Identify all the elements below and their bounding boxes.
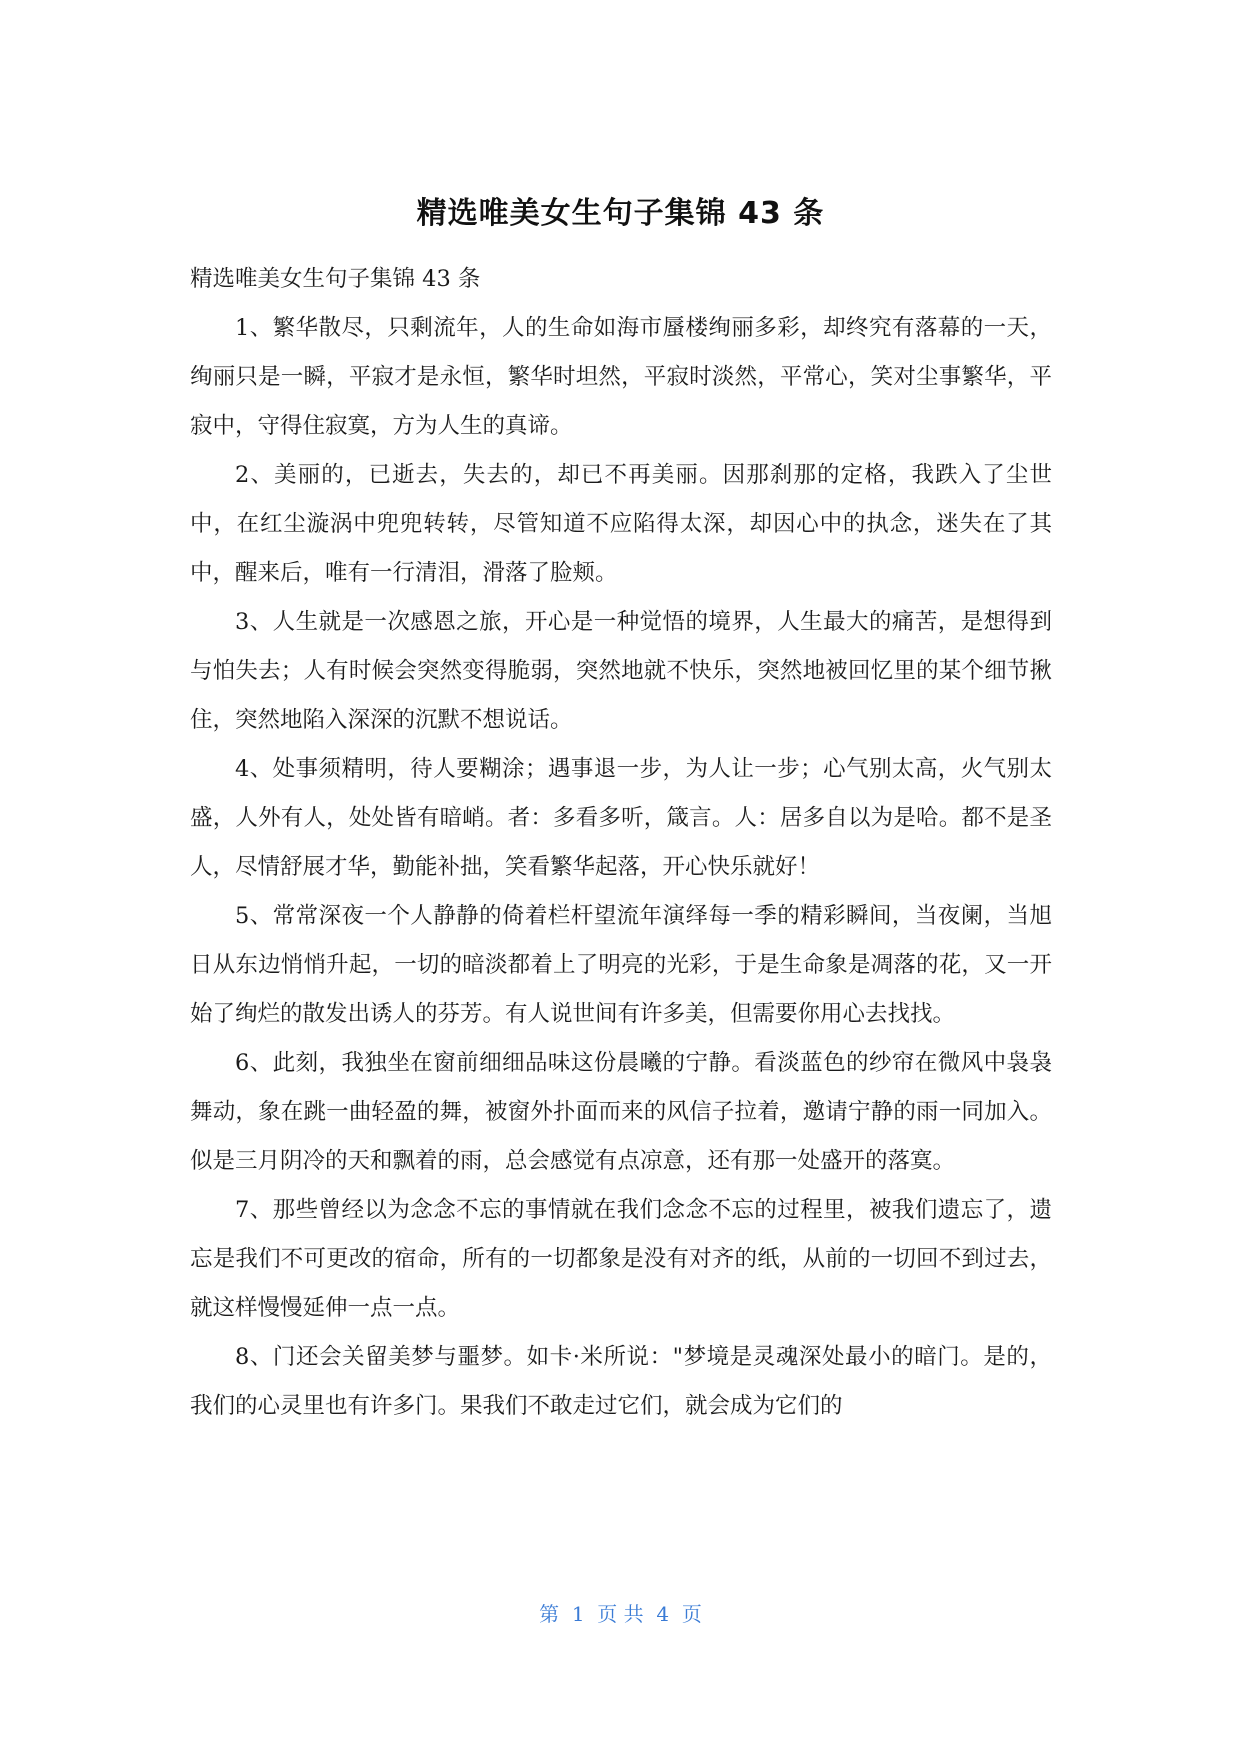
paragraph-2: 2、美丽的，已逝去，失去的，却已不再美丽。因那刹那的定格，我跌入了尘世中，在红尘漩涡中兜兜转转，尽管知道不应陷得太深，却因心中的执念，迷失在了其中，醒来后，唯有一行清泪，滑落了脸颊。 bbox=[190, 462, 1052, 586]
paragraph-4: 4、处事须精明，待人要糊涂；遇事退一步，为人让一步；心气别太高，火气别太盛，人外有人，处处皆有暗峭。者：多看多听，箴言。人：居多自以为是哈。都不是圣人，尽情舒展才华，勤能补拙，笑看繁华起落，开心快乐就好！ bbox=[190, 756, 1052, 880]
paragraph-6: 6、此刻，我独坐在窗前细细品味这份晨曦的宁静。看淡蓝色的纱帘在微风中袅袅舞动，象在跳一曲轻盈的舞，被窗外扑面而来的风信子拉着，邀请宁静的雨一同加入。似是三月阴冷的天和飘着的雨，总会感觉有点凉意，还有那一处盛开的落寞。 bbox=[190, 1050, 1052, 1174]
paragraph-5: 5、常常深夜一个人静静的倚着栏杆望流年演绎每一季的精彩瞬间，当夜阑，当旭日从东边悄悄升起，一切的暗淡都着上了明亮的光彩，于是生命象是凋落的花，又一开始了绚烂的散发出诱人的芬芳。有人说世间有许多美，但需要你用心去找找。 bbox=[190, 903, 1052, 1027]
document-subtitle: 精选唯美女生句子集锦 43 条 bbox=[190, 266, 481, 292]
page-number-footer: 第 1 页 共 4 页 bbox=[539, 1602, 702, 1626]
document-body bbox=[190, 255, 1052, 1431]
paragraph-1: 1、繁华散尽，只剩流年，人的生命如海市蜃楼绚丽多彩，却终究有落幕的一天，绚丽只是一瞬，平寂才是永恒，繁华时坦然，平寂时淡然，平常心，笑对尘事繁华，平寂中，守得住寂寞，方为人生的真谛。 bbox=[190, 315, 1052, 439]
paragraph-8: 8、门还会关留美梦与噩梦。如卡·米所说："梦境是灵魂深处最小的暗门。是的，我们的心灵里也有许多门。果我们不敢走过它们，就会成为它们的 bbox=[190, 1344, 1052, 1419]
document-title: 精选唯美女生句子集锦 43 条 bbox=[416, 196, 825, 231]
paragraph-3: 3、人生就是一次感恩之旅，开心是一种觉悟的境界，人生最大的痛苦，是想得到与怕失去；人有时候会突然变得脆弱，突然地就不快乐，突然地被回忆里的某个细节揪住，突然地陷入深深的沉默不想说话。 bbox=[190, 609, 1052, 733]
paragraph-7: 7、那些曾经以为念念不忘的事情就在我们念念不忘的过程里，被我们遗忘了，遗忘是我们不可更改的宿命，所有的一切都象是没有对齐的纸，从前的一切回不到过去，就这样慢慢延伸一点一点。 bbox=[190, 1197, 1052, 1321]
